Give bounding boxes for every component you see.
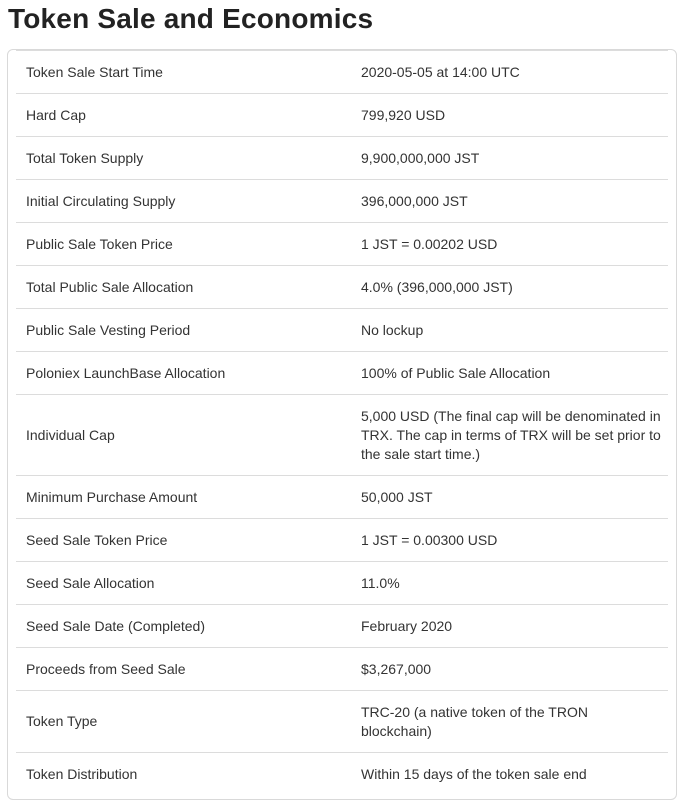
row-label: Hard Cap [16,94,352,137]
row-value: February 2020 [352,605,668,648]
row-label: Seed Sale Allocation [16,562,352,605]
page-title: Token Sale and Economics [8,3,374,34]
row-value: No lockup [352,309,668,352]
table-row [16,519,668,562]
row-label: Proceeds from Seed Sale [16,648,352,691]
table-row [16,648,668,691]
row-label: Total Token Supply [16,137,352,180]
table-row [16,352,668,395]
row-label: Minimum Purchase Amount [16,476,352,519]
row-label: Seed Sale Token Price [16,519,352,562]
row-value: 1 JST = 0.00202 USD [352,223,668,266]
row-value: 50,000 JST [352,476,668,519]
table-row [16,395,668,476]
table-row [16,605,668,648]
row-value: 100% of Public Sale Allocation [352,352,668,395]
row-label: Token Sale Start Time [16,51,352,94]
row-label: Initial Circulating Supply [16,180,352,223]
row-label: Individual Cap [16,395,352,476]
row-label: Token Distribution [16,753,352,797]
row-value: $3,267,000 [352,648,668,691]
row-value: 4.0% (396,000,000 JST) [352,266,668,309]
row-value: 11.0% [352,562,668,605]
row-label: Total Public Sale Allocation [16,266,352,309]
row-value: 5,000 USD (The final cap will be denominated in TRX. The cap in terms of TRX will be set prior to the sale start time.) [352,395,668,476]
row-value: 396,000,000 JST [352,180,668,223]
table-row [16,51,668,94]
table-row [16,476,668,519]
table-row [16,266,668,309]
row-value: 2020-05-05 at 14:00 UTC [352,51,668,94]
row-label: Poloniex LaunchBase Allocation [16,352,352,395]
row-label: Public Sale Vesting Period [16,309,352,352]
table-row [16,137,668,180]
table-row [16,691,668,753]
token-economics-table [7,49,677,800]
table-row [16,94,668,137]
row-value: 9,900,000,000 JST [352,137,668,180]
row-value: 1 JST = 0.00300 USD [352,519,668,562]
row-value: TRC-20 (a native token of the TRON blockchain) [352,691,668,753]
row-label: Public Sale Token Price [16,223,352,266]
table-row [16,309,668,352]
table-row [16,180,668,223]
row-label: Token Type [16,691,352,753]
table-row [16,562,668,605]
row-label: Seed Sale Date (Completed) [16,605,352,648]
row-value: Within 15 days of the token sale end [352,753,668,797]
row-value: 799,920 USD [352,94,668,137]
table-row [16,753,668,797]
table-row [16,223,668,266]
